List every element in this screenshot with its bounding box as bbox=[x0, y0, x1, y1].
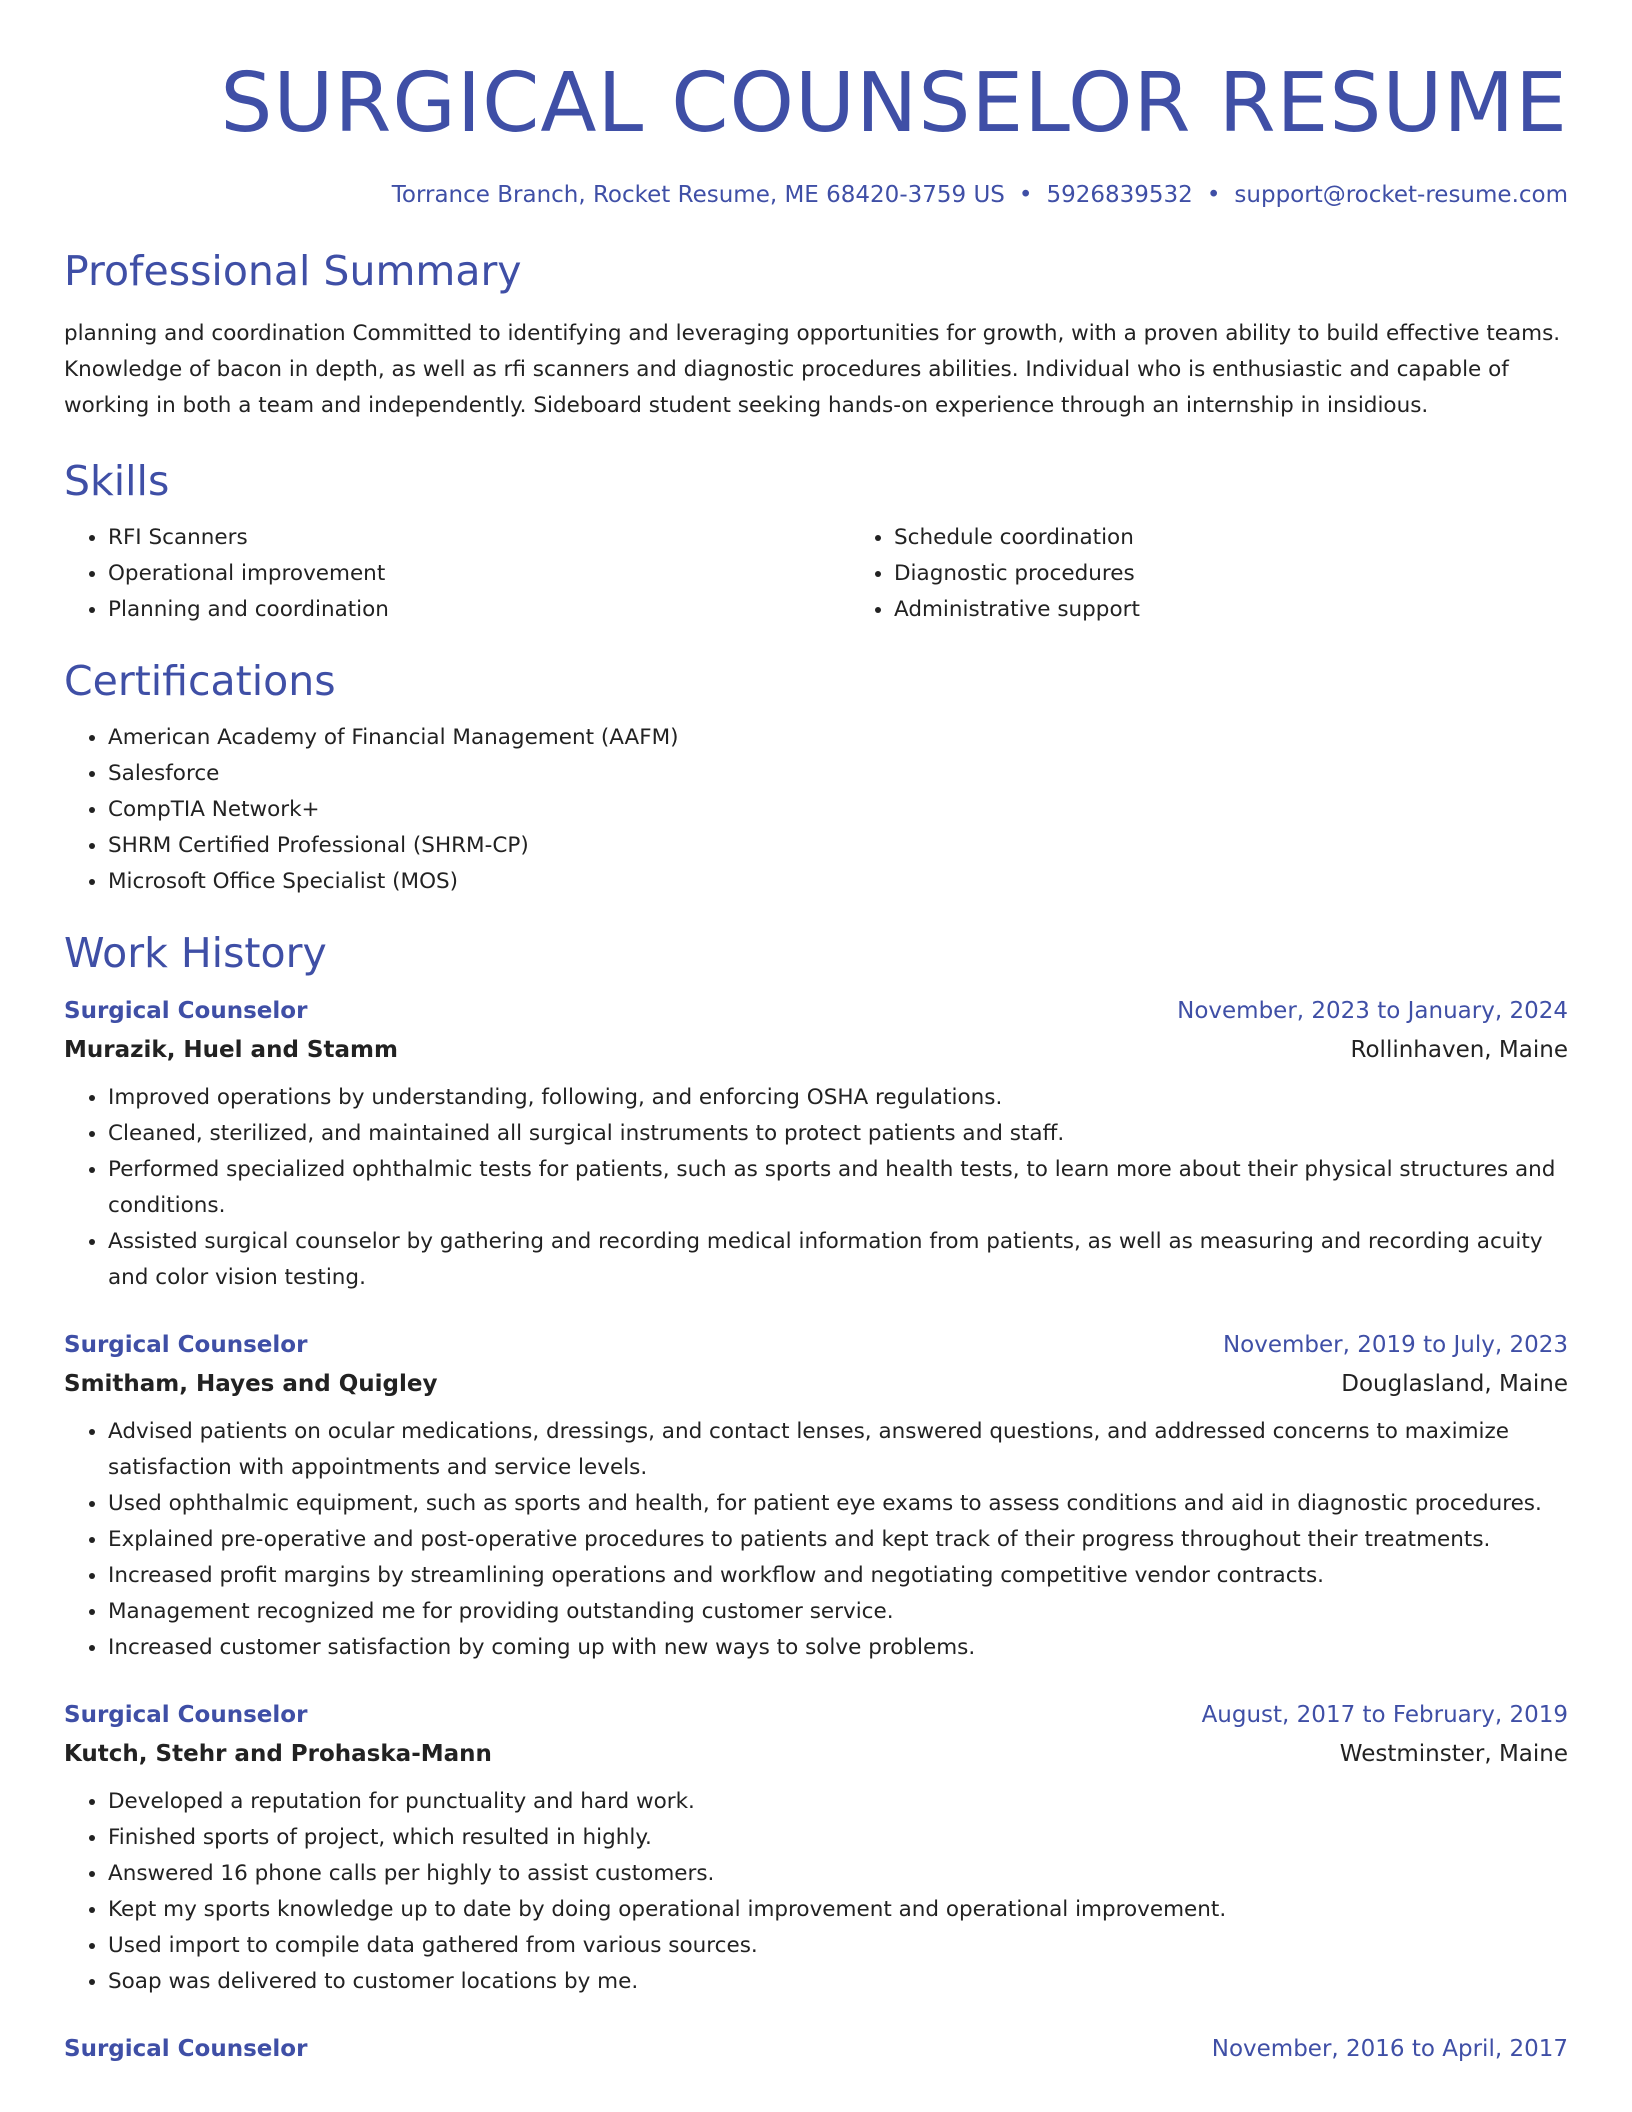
job-header bbox=[64, 2030, 1568, 2068]
section-title-skills: Skills bbox=[64, 457, 170, 505]
address: Torrance Branch, Rocket Resume, ME 68420-3759 US bbox=[391, 182, 1005, 208]
job-bullet: • Answered 16 phone calls per highly to assist customers. bbox=[108, 1856, 1568, 1892]
job-location: Westminster, Maine bbox=[1339, 1741, 1568, 1767]
job-entry bbox=[64, 1326, 1568, 1666]
skill-item: • Administrative support bbox=[894, 592, 1632, 628]
certification-list bbox=[64, 720, 1568, 900]
job-employer-row bbox=[64, 1734, 1568, 1774]
job-header bbox=[64, 1696, 1568, 1734]
job-bullet: • Developed a reputation for punctuality and hard work. bbox=[108, 1784, 1568, 1820]
job-bullet: • Increased profit margins by streamlining operations and workflow and negotiating competitive vendor contracts. bbox=[108, 1558, 1568, 1594]
job-entry bbox=[64, 2030, 1568, 2068]
job-location: Douglasland, Maine bbox=[1341, 1371, 1568, 1397]
job-bullet: • Improved operations by understanding, following, and enforcing OSHA regulations. bbox=[108, 1080, 1568, 1116]
summary-text: planning and coordination Committed to identifying and leveraging opportunities for growth, with a proven ability to build effective teams. Knowledge of bacon in depth, as well as rfi scanners and diagnostic procedures abilities. Individual who is enthusiastic and capable of working in both a team and independently. Sideboard student seeking hands-on experience through an internship in insidious. bbox=[64, 321, 1561, 418]
job-bullet: • Increased customer satisfaction by coming up with new ways to solve problems. bbox=[108, 1630, 1568, 1666]
job-bullet: • Used ophthalmic equipment, such as sports and health, for patient eye exams to assess conditions and aid in diagnostic procedures. bbox=[108, 1486, 1568, 1522]
skills-column-right bbox=[850, 520, 1632, 628]
skills-grid bbox=[64, 520, 1568, 628]
skill-item: • Planning and coordination bbox=[108, 592, 850, 628]
job-header bbox=[64, 992, 1568, 1030]
job-title: Surgical Counselor bbox=[64, 1702, 308, 1728]
section-title-certifications: Certifications bbox=[64, 657, 336, 705]
job-bullet: • Finished sports of project, which resulted in highly. bbox=[108, 1820, 1568, 1856]
section-title-work-history: Work History bbox=[64, 929, 327, 977]
separator-dot: • bbox=[1018, 182, 1033, 208]
job-header bbox=[64, 1326, 1568, 1364]
job-location: Rollinhaven, Maine bbox=[1350, 1037, 1568, 1063]
job-bullet: • Assisted surgical counselor by gathering and recording medical information from patients, as well as measuring and recording acuity and color vision testing. bbox=[108, 1224, 1568, 1296]
company-name: Kutch, Stehr and Prohaska-Mann bbox=[64, 1741, 492, 1767]
contact-line bbox=[64, 182, 1568, 208]
skill-item: • Schedule coordination bbox=[894, 520, 1632, 556]
job-bullets bbox=[64, 1784, 1568, 2000]
job-entry bbox=[64, 992, 1568, 1296]
email-link[interactable]: support@rocket-resume.com bbox=[1234, 182, 1568, 208]
job-bullet: • Soap was delivered to customer locations by me. bbox=[108, 1964, 1568, 2000]
certification-item: • American Academy of Financial Management (AAFM) bbox=[108, 720, 1568, 756]
company-name: Murazik, Huel and Stamm bbox=[64, 1037, 398, 1063]
skill-item: • Diagnostic procedures bbox=[894, 556, 1632, 592]
resume-title: SURGICAL COUNSELOR RESUME bbox=[220, 56, 1568, 151]
skill-item: • Operational improvement bbox=[108, 556, 850, 592]
skill-item: • RFI Scanners bbox=[108, 520, 850, 556]
certification-item: • CompTIA Network+ bbox=[108, 792, 1568, 828]
job-dates: November, 2019 to July, 2023 bbox=[1222, 1332, 1568, 1358]
job-bullet: • Cleaned, sterilized, and maintained all surgical instruments to protect patients and staff. bbox=[108, 1116, 1568, 1152]
job-title: Surgical Counselor bbox=[64, 1332, 308, 1358]
certification-item: • SHRM Certified Professional (SHRM-CP) bbox=[108, 828, 1568, 864]
job-employer-row bbox=[64, 1364, 1568, 1404]
job-employer-row bbox=[64, 1030, 1568, 1070]
job-title: Surgical Counselor bbox=[64, 998, 308, 1024]
job-dates: November, 2016 to April, 2017 bbox=[1211, 2036, 1568, 2062]
section-title-summary: Professional Summary bbox=[64, 247, 522, 295]
job-bullets bbox=[64, 1414, 1568, 1666]
job-bullet: • Used import to compile data gathered from various sources. bbox=[108, 1928, 1568, 1964]
job-title: Surgical Counselor bbox=[64, 2036, 308, 2062]
job-bullet: • Performed specialized ophthalmic tests for patients, such as sports and health tests, to learn more about their physical structures and conditions. bbox=[108, 1152, 1568, 1224]
certification-item: • Microsoft Office Specialist (MOS) bbox=[108, 864, 1568, 900]
phone: 5926839532 bbox=[1046, 182, 1193, 208]
separator-dot: • bbox=[1206, 182, 1221, 208]
job-bullet: • Management recognized me for providing outstanding customer service. bbox=[108, 1594, 1568, 1630]
job-bullet: • Advised patients on ocular medications, dressings, and contact lenses, answered questions, and addressed concerns to maximize satisfaction with appointments and service levels. bbox=[108, 1414, 1568, 1486]
job-bullet: • Explained pre-operative and post-operative procedures to patients and kept track of their progress throughout their treatments. bbox=[108, 1522, 1568, 1558]
job-bullets bbox=[64, 1080, 1568, 1296]
job-dates: November, 2023 to January, 2024 bbox=[1177, 998, 1568, 1024]
job-entry bbox=[64, 1696, 1568, 2000]
job-dates: August, 2017 to February, 2019 bbox=[1201, 1702, 1568, 1728]
skills-column-left bbox=[64, 520, 850, 628]
job-bullet: • Kept my sports knowledge up to date by doing operational improvement and operational improvement. bbox=[108, 1892, 1568, 1928]
certification-item: • Salesforce bbox=[108, 756, 1568, 792]
company-name: Smitham, Hayes and Quigley bbox=[64, 1371, 438, 1397]
